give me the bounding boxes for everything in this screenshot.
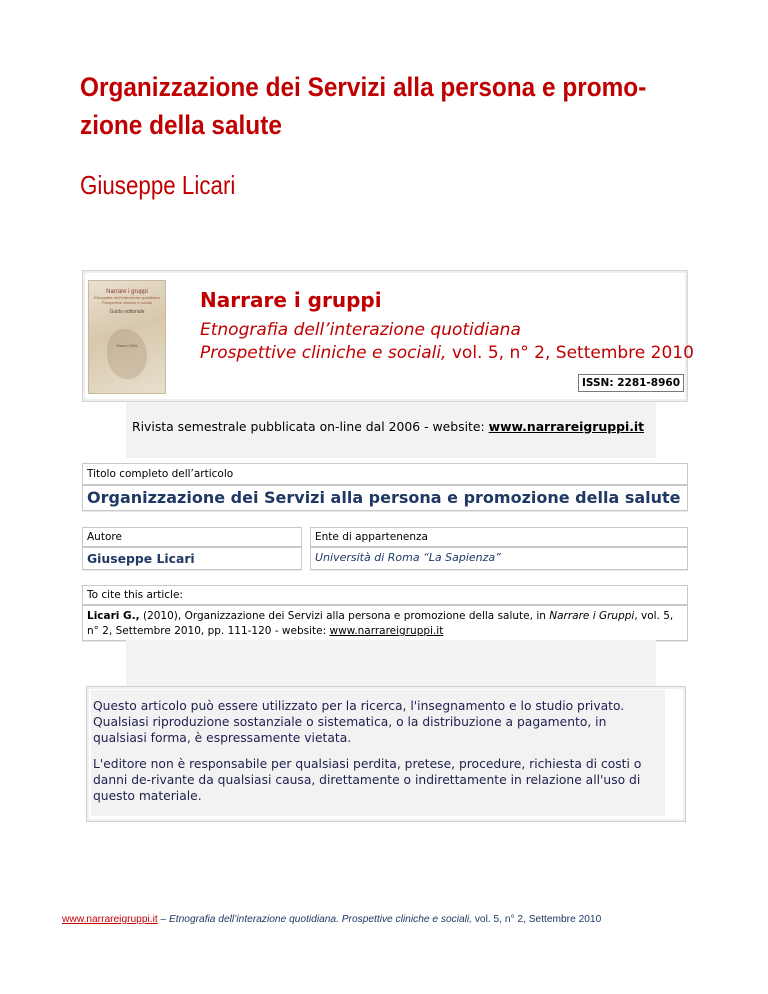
journal-subtitle: Etnografia dell’interazione quotidiana	[200, 320, 521, 340]
title-value-cell	[82, 485, 688, 511]
cover-subtitle-2: Prospettive cliniche e sociali	[101, 300, 153, 305]
journal-cover-image	[88, 280, 166, 394]
cover-subtitle: Etnografia dell'interazione quotidiana	[94, 295, 160, 300]
page-footer	[62, 914, 722, 925]
journal-issue	[200, 343, 694, 363]
cite-value-cell	[82, 605, 688, 641]
cite-part-2: , vol. 5, n° 2, Settembre 2010, pp. 111-120 - website:	[87, 610, 674, 637]
affiliation-value-cell	[310, 547, 688, 570]
affiliation-label: Ente di appartenenza	[315, 531, 428, 543]
affiliation-label-cell	[310, 527, 688, 547]
citation-text	[87, 609, 683, 639]
issn-badge: ISSN: 2281-8960	[578, 374, 684, 392]
rights-paragraph-2: L'editore non è responsabile per qualsiasi perdita, pretese, procedure, richiesta di costi o danni de-rivante da qualsiasi causa, direttamente o indirettamente in relazione all'uso di questo materiale.	[93, 757, 642, 803]
title-line-1: Organizzazione dei Servizi alla persona e promo-	[80, 72, 647, 102]
journal-name: Narrare i gruppi	[200, 288, 382, 312]
footer-journal: Etnografia dell’interazione quotidiana. Prospettive cliniche e sociali,	[169, 914, 472, 925]
footer-issue: vol. 5, n° 2, Settembre 2010	[472, 914, 602, 925]
website-link[interactable]: www.narrareigruppi.it	[488, 419, 645, 434]
cite-journal: Narrare i Gruppi	[549, 610, 635, 622]
website-line	[132, 419, 644, 434]
rights-paragraph-1: Questo articolo può essere utilizzato per la ricerca, l'insegnamento e lo studio privato. Qualsiasi riproduzione sostanziale o sistematica, o la distribuzione a pagamento, in qualsiasi forma, è espressamente vietata.	[93, 699, 625, 745]
rights-text	[93, 698, 663, 814]
cover-title: Narrare i gruppi	[106, 289, 148, 295]
cite-label-cell	[82, 585, 688, 605]
footer-link[interactable]: www.narrareigruppi.it	[62, 914, 158, 925]
article-author: Giuseppe Licari	[80, 170, 236, 200]
article-title	[80, 68, 650, 144]
title-label: Titolo completo dell’articolo	[87, 468, 234, 480]
author-value: Giuseppe Licari	[87, 551, 195, 566]
website-prefix: Rivista semestrale pubblicata on-line dal 2006 - website:	[132, 419, 489, 434]
title-value: Organizzazione dei Servizi alla persona e promozione della salute	[87, 488, 681, 507]
cover-date: Marzo 2006	[116, 343, 138, 348]
cite-label: To cite this article:	[87, 589, 183, 601]
author-value-cell	[82, 547, 302, 570]
title-line-2: zione della salute	[80, 110, 282, 140]
title-label-cell	[82, 463, 688, 485]
author-label-cell	[82, 527, 302, 547]
journal-issue-rest: vol. 5, n° 2, Settembre 2010	[446, 343, 694, 363]
affiliation-value: Università di Roma “La Sapienza”	[315, 551, 501, 564]
journal-issue-italic: Prospettive cliniche e sociali,	[200, 343, 447, 363]
spacer-band	[126, 640, 656, 686]
cite-author: Licari G.,	[87, 610, 140, 622]
author-label: Autore	[87, 531, 122, 543]
footer-dash: –	[157, 914, 170, 925]
cite-link[interactable]: www.narrareigruppi.it	[329, 625, 444, 637]
cover-editorial: Guida editoriale	[109, 309, 145, 315]
cite-part-1: (2010), Organizzazione dei Servizi alla persona e promozione della salute, in	[139, 610, 550, 622]
